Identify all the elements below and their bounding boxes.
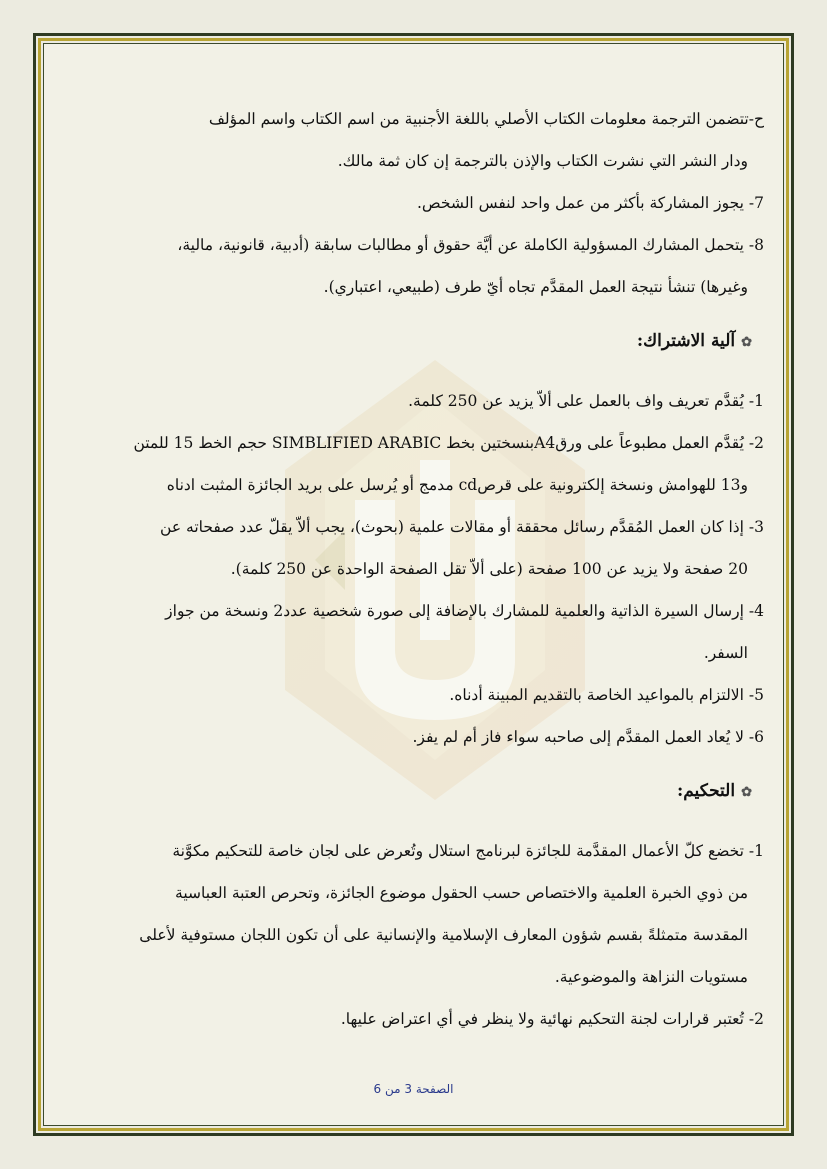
flower-icon: ✿ (741, 785, 752, 800)
text-line: وغيرها) تنشأ نتيجة العمل المقدَّم تجاه أيّ طرف (طبيعي، اعتباري). (323, 278, 748, 296)
text-line: من ذوي الخبرة العلمية والاختصاص حسب الحقول موضوع الجائزة، وتحرص العتبة العباسية (175, 884, 748, 902)
heading-text: آلية الاشتراك: (636, 331, 736, 351)
text-line: السفر. (703, 644, 748, 662)
text-line: 1- يُقدَّم تعريف واف بالعمل على ألاّ يزيد عن 250 كلمة. (408, 392, 764, 410)
text-line: مستويات النزاهة والموضوعية. (554, 968, 748, 986)
clause-7 (78, 182, 764, 224)
text-line: 20 صفحة ولا يزيد عن 100 صفحة (على ألاّ تقل الصفحة الواحدة عن 250 كلمة). (230, 560, 748, 578)
arbitration-item-2 (78, 998, 764, 1040)
text-line: و13 للهوامش ونسخة إلكترونية على قرصcd مدمج أو يُرسل على بريد الجائزة المثبت ادناه (166, 476, 748, 494)
text-line: 6- لا يُعاد العمل المقدَّم إلى صاحبه سواء فاز أم لم يفز. (412, 728, 764, 746)
participation-item-2 (78, 422, 764, 506)
document-body (78, 98, 764, 1040)
section-heading-arbitration (78, 766, 764, 816)
participation-item-1 (78, 380, 764, 422)
clause-8 (78, 224, 764, 308)
text-line: 1- تخضع كلّ الأعمال المقدَّمة للجائزة لبرنامج استلال وتُعرض على لجان خاصة للتحكيم مكوَّنة (172, 842, 764, 860)
text-line: 2- تُعتبر قرارات لجنة التحكيم نهائية ولا ينظر في أي اعتراض عليها. (340, 1010, 764, 1028)
text-line: 8- يتحمل المشارك المسؤولية الكاملة عن أيَّة حقوق أو مطالبات سابقة (أدبية، قانونية، مالية، (177, 236, 764, 254)
participation-item-6 (78, 716, 764, 758)
heading-text: التحكيم: (676, 781, 736, 801)
text-line: المقدسة متمثلةً بقسم شؤون المعارف الإسلامية والإنسانية على أن تكون اللجان مستوفية لأعلى (139, 926, 748, 944)
arbitration-item-1 (78, 830, 764, 998)
text-line: ودار النشر التي نشرت الكتاب والإذن بالترجمة إن كان ثمة مالك. (337, 152, 748, 170)
text-line: 2- يُقدَّم العمل مطبوعاً على ورقA4بنسختين بخط SIMBLIFIED ARABIC حجم الخط 15 للمتن (133, 434, 764, 452)
text-line: 7- يجوز المشاركة بأكثر من عمل واحد لنفس الشخص. (416, 194, 764, 212)
participation-item-4 (78, 590, 764, 674)
flower-icon: ✿ (741, 335, 752, 350)
clause-h (78, 98, 764, 182)
section-heading-participation (78, 316, 764, 366)
text-line: ح-تتضمن الترجمة معلومات الكتاب الأصلي باللغة الأجنبية من اسم الكتاب واسم المؤلف (208, 110, 764, 128)
participation-item-5 (78, 674, 764, 716)
text-line: 5- الالتزام بالمواعيد الخاصة بالتقديم المبينة أدناه. (449, 686, 764, 704)
text-line: 4- إرسال السيرة الذاتية والعلمية للمشارك بالإضافة إلى صورة شخصية عدد2 ونسخة من جواز (165, 602, 764, 620)
page-number: الصفحة 3 من 6 (373, 1082, 454, 1096)
text-line: 3- إذا كان العمل المُقدَّم رسائل محققة أو مقالات علمية (بحوث)، يجب ألاّ يقلّ عدد صفحاته عن (160, 518, 764, 536)
participation-item-3 (78, 506, 764, 590)
